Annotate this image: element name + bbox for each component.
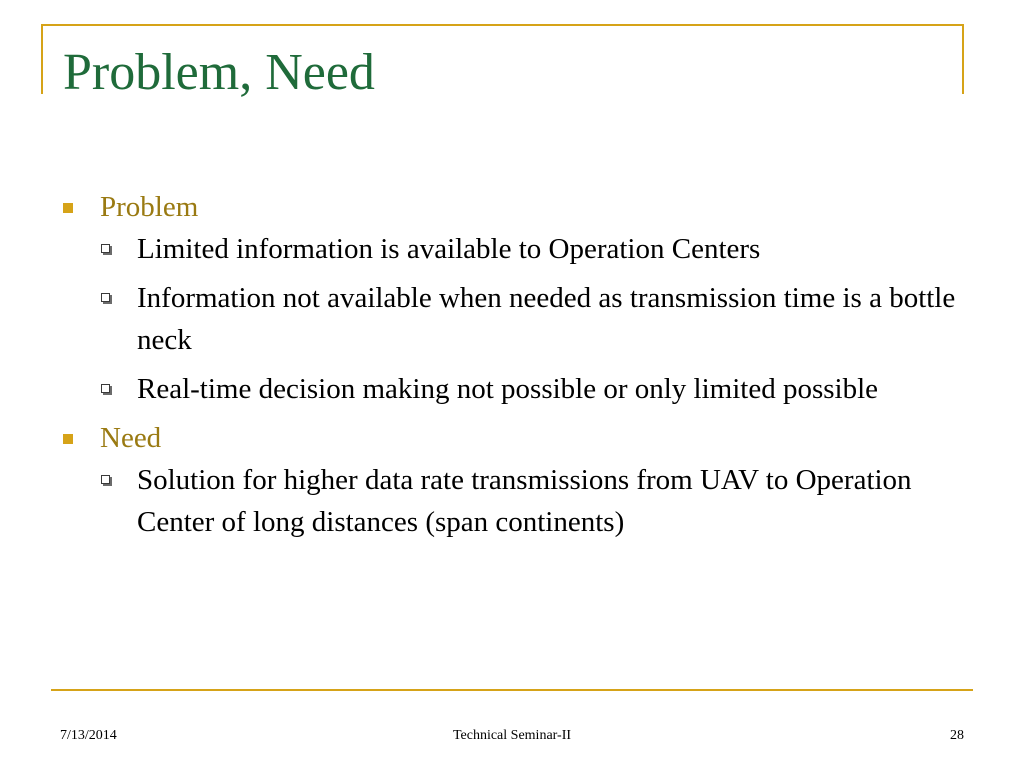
slide-content: [60, 186, 970, 550]
list-item: [60, 228, 970, 270]
list-item: [60, 459, 970, 543]
slide-title: Problem, Need: [63, 44, 375, 101]
list-item-text: Limited information is available to Operation Centers: [137, 233, 761, 265]
square-bullet-icon: [63, 203, 73, 213]
title-frame-right: [962, 24, 964, 94]
list-item-text: Solution for higher data rate transmissions from UAV to Operation Center of long distances (span continents): [137, 464, 912, 538]
hollow-square-bullet-icon: [101, 475, 110, 484]
problem-list: [60, 228, 970, 410]
hollow-square-bullet-icon: [101, 384, 110, 393]
title-frame-top: [41, 24, 964, 26]
title-frame-left: [41, 24, 43, 94]
section-heading: Problem: [100, 191, 199, 223]
square-bullet-icon: [63, 434, 73, 444]
list-item-text: Information not available when needed as transmission time is a bottle neck: [137, 282, 956, 356]
footer-date: 7/13/2014: [60, 728, 117, 743]
footer-title: Technical Seminar-II: [452, 728, 572, 743]
need-list: [60, 459, 970, 543]
page-number: 28: [950, 728, 964, 743]
hollow-square-bullet-icon: [101, 244, 110, 253]
section-problem: [60, 186, 970, 228]
hollow-square-bullet-icon: [101, 293, 110, 302]
section-heading: Need: [100, 422, 162, 454]
list-item: [60, 277, 970, 361]
footer-divider: [51, 689, 973, 691]
section-need: [60, 417, 970, 459]
list-item: [60, 368, 970, 410]
list-item-text: Real-time decision making not possible or only limited possible: [137, 373, 879, 405]
